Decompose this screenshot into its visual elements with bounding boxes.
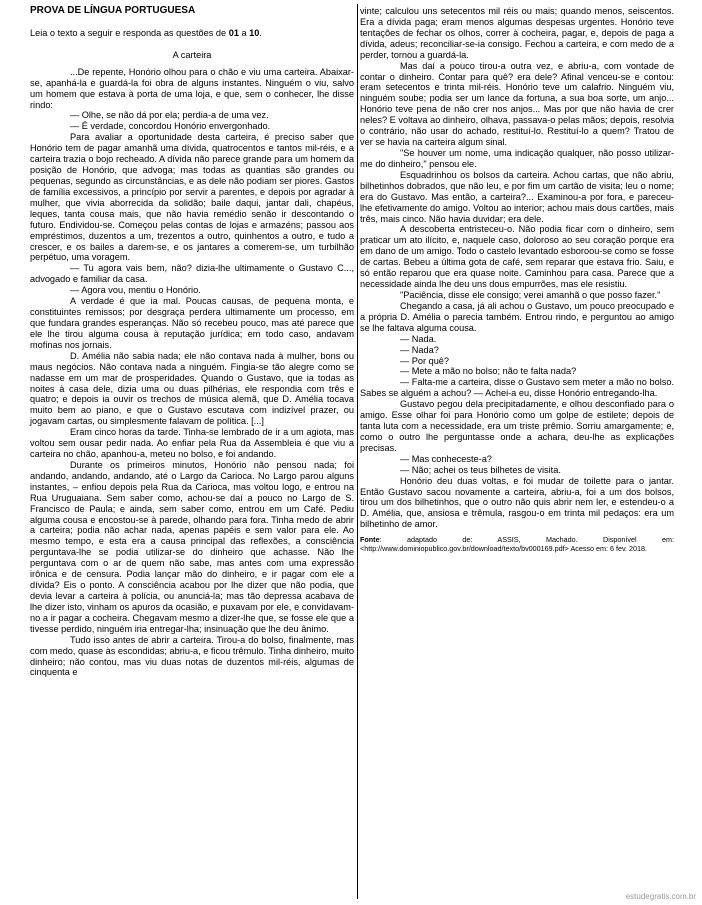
right-text-body bbox=[360, 6, 674, 530]
dialogue-line: — Falta-me a carteira, disse o Gustavo sem meter a mão no bolso. Sabes se alguém a achou? — Achei-a eu, disse Honório entregando-lha. bbox=[360, 377, 674, 399]
dialogue-line: — Agora vou, mentiu o Honório. bbox=[70, 285, 201, 296]
dialogue-line: — Mas conheceste-a? bbox=[400, 453, 492, 464]
dialogue-line: — Mete a mão no bolso; não te falta nada? bbox=[400, 366, 577, 377]
dialogue-line: — É verdade, concordou Honório envergonhado. bbox=[70, 121, 271, 132]
paragraph: ...De repente, Honório olhou para o chão e viu uma carteira. Abaixar-se, apanhá-la e guardá-la foi obra de alguns instantes. Ninguém o viu, salvo um homem que estava à porta de uma loja, e que, sem o conhecer, lhe disse rindo: bbox=[30, 66, 354, 110]
text-title: A carteira bbox=[172, 49, 212, 60]
paragraph: "Paciência, disse ele consigo; verei amanhã o que posso fazer." bbox=[400, 289, 661, 300]
dialogue-line: — Nada. bbox=[400, 333, 437, 344]
left-text-body bbox=[30, 67, 354, 679]
paragraph: Chegando a casa, já ali achou o Gustavo, um pouco preocupado e a própria D. Amélia o parecia também. Entrou rindo, e perguntou ao amigo se lhe faltava alguma cousa. bbox=[360, 300, 674, 333]
dialogue-line: — Por quê? bbox=[400, 355, 450, 366]
instruction-text: Leia o texto a seguir e responda as questões de bbox=[30, 27, 229, 38]
dialogue-line: — Nada? bbox=[400, 344, 439, 355]
instruction bbox=[30, 28, 354, 39]
source-text: : adaptado de: ASSIS, Machado. Disponível em: <http://www.dominiopublico.gov.br/download/texto/bv000169.pdf> Acesso em: 6 fev. 2018. bbox=[360, 535, 674, 553]
source-label: Fonte bbox=[360, 535, 380, 545]
exam-heading: PROVA DE LÍNGUA PORTUGUESA bbox=[30, 5, 196, 16]
paragraph: Durante os primeiros minutos, Honório não pensou nada; foi andando, andando, andando, até o Largo da Carioca. No Largo parou alguns instantes, – enfiou depois pela Rua da Carioca, mas voltou logo, e entrou na Rua Uruguaiana. Sem saber como, achou-se daí a pouco no Largo de S. Francisco de Paula; e ainda, sem saber como, entrou em um Café. Pediu alguma cousa e encostou-se à parede, olhando para fora. Tinha medo de abrir a carteira; podia não achar nada, apenas papéis e sem valor para ele. Ao mesmo tempo, e esta era a causa principal das reflexões, a consciência perguntava-lhe se podia utilizar-se do dinheiro que achasse. Não lhe perguntava com o ar de quem não sabe, mas antes com uma expressão irônica e de censura. Podia lançar mão do dinheiro, e ir pagar com ele a dívida? Eis o ponto. A consciência acabou por lhe dizer que não podia, que devia levar a carteira à polícia, ou anunciá-la; mas tão depressa acabava de lhe dizer isto, vinham os apuros da ocasião, e puxavam por ele, e convidavam-no a ir pagar a cocheira. Chegavam mesmo a dizer-lhe que, se fosse ele que a tivesse perdido, ninguém iria entregar-lha; insinuação que lhe deu ânimo. bbox=[30, 459, 354, 634]
paragraph: "Se houver um nome, uma indicação qualquer, não posso utilizar-me do dinheiro," pensou ele. bbox=[360, 147, 674, 169]
paragraph: vinte; calculou uns setecentos mil réis ou mais; quando menos, seiscentos. Era a dívida paga; eram menos algumas despesas urgentes. Honório teve tentações de fechar os olhos, correr à cocheira, pagar, e, depois de paga a dívida, adeus; reconciliar-se-ia consigo. Fechou a carteira, e com medo de a perder, tornou a guardá-la. bbox=[360, 6, 674, 60]
dialogue-line: — Olhe, se não dá por ela; perdia-a de uma vez. bbox=[70, 110, 269, 121]
paragraph: Para avaliar a oportunidade desta carteira, é preciso saber que Honório tem de pagar amanhã uma dívida, quatrocentos e tantos mil-réis, e a carteira trazia o bojo recheado. A dívida não parece grande para um homem da posição de Honório, que advoga; mas todas as quantias são grandes ou pequenas, segundo as circunstâncias, e as dele não podiam ser piores. Gastos de família excessivos, a princípio por servir a parentes, e depois por agradar à mulher, que vivia aborrecida da solidão; baile daqui, jantar dali, chapéus, leques, tanta cousa mais, que não havia remédio senão ir descontando o futuro. Endividou-se. Começou pelas contas de lojas e armazéns; passou aos empréstimos, duzentos a um, trezentos a outro, quinhentos a outro, e tudo a crescer, e os bailes a darem-se, e os jantares a comerem-se, um turbilhão perpétuo, uma voragem. bbox=[30, 132, 354, 263]
dialogue-line: — Tu agora vais bem, não? dizia-lhe ultimamente o Gustavo C..., advogado e familiar da casa. bbox=[30, 263, 354, 285]
paragraph: A descoberta entristeceu-o. Não podia ficar com o dinheiro, sem praticar um ato ilícito, e, naquele caso, doloroso ao seu coração porque era em dano de um amigo. Todo o castelo levantado esboroou-se como se fosse de cartas. Bebeu a última gota de café, sem reparar que estava frio. Saiu, e só então reparou que era quase noite. Caminhou para casa. Parece que a necessidade ainda lhe deu uns dous empurrões, mas ele resistiu. bbox=[360, 224, 674, 290]
left-column bbox=[30, 6, 354, 678]
dialogue-line: — Não; achei os teus bilhetes de visita. bbox=[400, 464, 561, 475]
paragraph: Mas daí a pouco tirou-a outra vez, e abriu-a, com vontade de contar o dinheiro. Contar para quê? era dele? Afinal venceu-se e contou: eram setecentos e trinta mil-réis. Honório teve um calafrio. Ninguém viu, ninguém soube; podia ser um lance da fortuna, a sua boa sorte, um anjo... Honório teve pena de não crer nos anjos... Mas por que não havia de crer neles? E voltava ao dinheiro, olhava, passava-o pelas mãos; depois, resolvia o contrário, não usar do achado, restituí-lo. Restituí-lo a quem? Tratou de ver se havia na carteira algum sinal. bbox=[360, 60, 674, 148]
paragraph: Gustavo pegou dela precipitadamente, e olhou desconfiado para o amigo. Esse olhar foi para Honório como um golpe de estilete; depois de tanta luta com a necessidade, era um triste prêmio. Sorriu amargamente; e, como o outro lhe perguntasse onde a achara, deu-lhe as explicações precisas. bbox=[360, 399, 674, 453]
question-start: 01 bbox=[228, 27, 239, 38]
paragraph: Honório deu duas voltas, e foi mudar de toilette para o jantar. Então Gustavo sacou novamente a carteira, abriu-a, foi a um dos bolsos, tirou um dos bilhetinhos, que o outro não quis abrir nem ler, e estendeu-o a D. Amélia, que, ansiosa e trêmula, rasgou-o em trinta mil pedaços: era um bilhetinho de amor. bbox=[360, 475, 674, 530]
paragraph: Tudo isso antes de abrir a carteira. Tirou-a do bolso, finalmente, mas com medo, quase às escondidas; abriu-a, e ficou trêmulo. Tinha dinheiro, muito dinheiro; não contou, mas viu duas notas de duzentos mil-réis, algumas de cinquenta e bbox=[30, 634, 354, 678]
paragraph: A verdade é que ia mal. Poucas causas, de pequena monta, e constituintes remissos; por desgraça perdera ultimamente um processo, em que fundara grandes esperanças. Não só recebeu pouco, mas até parece que ele lhe tirou alguma cousa à reputação jurídica; em todo caso, andavam mofinas nos jornais. bbox=[30, 296, 354, 350]
paragraph: Eram cinco horas da tarde. Tinha-se lembrado de ir a um agiota, mas voltou sem ousar pedir nada. Ao enfiar pela Rua da Assembleia é que viu a carteira no chão, apanhou-a, meteu no bolso, e foi andando. bbox=[30, 427, 354, 460]
instruction-period: . bbox=[259, 27, 262, 38]
instruction-connector: a bbox=[238, 27, 250, 38]
paragraph: D. Amélia não sabia nada; ele não contava nada à mulher, bons ou maus negócios. Não contava nada a ninguém. Fingia-se tão alegre como se nadasse em um mar de prosperidades. Quando o Gustavo, que ia todas as noites à casa dele, dizia uma ou duas pilhérias, ele respondia com três e quatro; e depois ia ouvir os trechos de música alemã, que D. Amélia tocava muito bem ao piano, e que o Gustavo escutava com indizível prazer, ou jogavam cartas, ou simplesmente falavam de política. [...] bbox=[30, 350, 354, 427]
right-column bbox=[360, 6, 674, 553]
site-watermark: estudegratis.com.br bbox=[625, 892, 696, 901]
column-divider bbox=[357, 4, 358, 899]
source-citation bbox=[360, 536, 674, 553]
paragraph: Esquadrinhou os bolsos da carteira. Achou cartas, que não abriu, bilhetinhos dobrados, que não leu, e por fim um cartão de visita; leu o nome; era do Gustavo. Mas então, a carteira?... Examinou-a por fora, e pareceu-lhe efetivamente do amigo. Voltou ao interior; achou mais dous cartões, mais três, mais cinco. Não havia duvidar; era dele. bbox=[360, 169, 674, 224]
question-end: 10 bbox=[249, 27, 260, 38]
